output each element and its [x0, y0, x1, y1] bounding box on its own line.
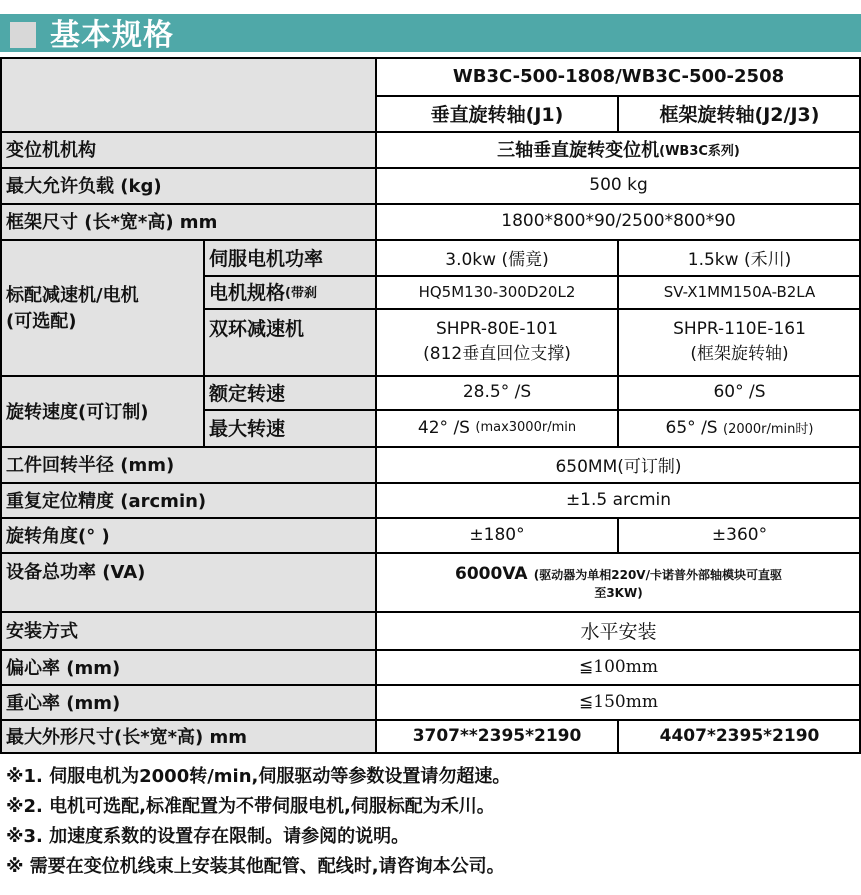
motor-spec-label-suffix: (带刹 — [285, 286, 317, 301]
angle-j1: ±180° — [469, 524, 525, 545]
angle-label: 旋转角度(° ) — [6, 525, 110, 547]
mechanism-value-main: 三轴垂直旋转变位机 — [497, 140, 660, 161]
dual-reducer-j1-line1: SHPR-80E-101 — [435, 319, 559, 339]
mechanism-value — [376, 131, 861, 167]
install-label: 安装方式 — [6, 621, 78, 642]
radius-label: 工件回转半径 (mm) — [6, 455, 175, 476]
mechanism-label: 变位机机构 — [6, 140, 96, 161]
footnote-4: ※ 需要在变位机线束上安装其他配管、配线时,请咨询本公司。 — [6, 856, 505, 877]
reducer-group-label — [0, 239, 203, 375]
eccentric-value: ≦100mm — [579, 656, 658, 677]
repeat-value: ±1.5 arcmin — [565, 489, 672, 510]
power-note-line1: (驱动器为单相220V/卡诺普外部轴模块可直驱 — [533, 567, 782, 582]
power-label: 设备总功率 (VA) — [6, 562, 146, 583]
install-value: 水平安装 — [580, 620, 657, 643]
motor-spec-label-main: 电机规格 — [209, 282, 286, 304]
power-value — [376, 552, 861, 611]
servo-power-label: 伺服电机功率 — [209, 247, 324, 270]
dual-reducer-j1-line2: (812垂直回位支撑) — [423, 344, 571, 364]
frame-label: 框架尺寸 (长*宽*高) mm — [6, 212, 218, 233]
gravity-value: ≦150mm — [579, 691, 658, 712]
section-title: 基本规格 — [50, 18, 174, 53]
axis1-header: 垂直旋转轴(J1) — [430, 103, 564, 126]
eccentric-label: 偏心率 (mm) — [6, 657, 121, 679]
speed-group-label: 旋转速度(可订制) — [6, 401, 149, 423]
dual-reducer-j2-line2: (框架旋转轴) — [690, 344, 789, 364]
max-speed-j2-main: 65° /S — [665, 417, 718, 438]
load-value: 500 kg — [589, 175, 648, 195]
load-label: 最大允许负载 (kg) — [6, 176, 162, 197]
max-speed-j2-suffix: (2000r/min时) — [723, 422, 814, 437]
servo-power-j2: 1.5kw (禾川) — [687, 249, 792, 270]
reducer-group-label-line2: (可选配) — [6, 311, 77, 332]
outline-j2: 4407*2395*2190 — [659, 726, 820, 746]
power-note-line2: 至3KW) — [594, 585, 643, 600]
max-speed-j1-suffix: (max3000r/min — [475, 420, 577, 435]
rated-speed-j2: 60° /S — [713, 382, 766, 402]
servo-power-j1: 3.0kw (儒竟) — [445, 249, 549, 270]
dual-reducer-j2-line1: SHPR-110E-161 — [673, 319, 806, 339]
motor-spec-label — [203, 275, 376, 308]
model-header: WB3C-500-1808/WB3C-500-2508 — [452, 66, 785, 87]
dual-reducer-label: 双环减速机 — [209, 318, 305, 340]
footnote-3: ※3. 加速度系数的设置存在限制。请参阅的说明。 — [6, 826, 410, 847]
outline-j1: 3707**2395*2190 — [412, 726, 582, 746]
dual-reducer-j2 — [618, 308, 861, 375]
max-speed-j2 — [618, 409, 861, 446]
max-speed-label: 最大转速 — [209, 418, 286, 440]
frame-value: 1800*800*90/2500*800*90 — [501, 211, 736, 231]
footnote-1: ※1. 伺服电机为2000转/min,伺服驱动等参数设置请勿超速。 — [6, 766, 511, 787]
reducer-group-label-line1: 标配减速机/电机 — [6, 285, 139, 306]
axis2-header: 框架旋转轴(J2/J3) — [659, 103, 820, 126]
motor-spec-j1: HQ5M130-300D20L2 — [418, 282, 576, 301]
title-square-icon — [10, 22, 36, 48]
max-speed-j1 — [376, 409, 618, 446]
section-title-bar — [0, 14, 861, 52]
outline-label: 最大外形尺寸(长*宽*高) mm — [6, 727, 248, 748]
mechanism-value-suffix: (WB3C系列) — [659, 143, 740, 159]
dual-reducer-j1 — [376, 308, 618, 375]
motor-spec-j2: SV-X1MM150A-B2LA — [663, 282, 816, 301]
rated-speed-j1: 28.5° /S — [462, 382, 532, 402]
max-speed-j1-main: 42° /S — [417, 417, 470, 438]
angle-j2: ±360° — [711, 524, 768, 545]
radius-value: 650MM(可订制) — [555, 456, 682, 477]
gravity-label: 重心率 (mm) — [6, 692, 121, 714]
repeat-label: 重复定位精度 (arcmin) — [6, 490, 207, 512]
rated-speed-label: 额定转速 — [209, 382, 286, 405]
power-value-main: 6000VA — [455, 563, 528, 584]
header-left-shade — [0, 58, 376, 131]
footnote-2: ※2. 电机可选配,标准配置为不带伺服电机,伺服标配为禾川。 — [6, 796, 495, 817]
